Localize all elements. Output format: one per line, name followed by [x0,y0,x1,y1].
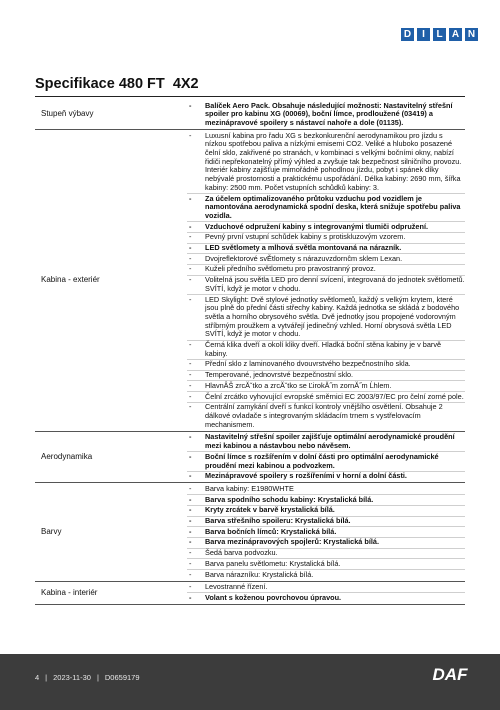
bullet-dash: - [189,391,192,401]
bullet-dash: - [189,193,192,203]
section-label: Stupeň výbavy [35,100,183,130]
spec-list-item [187,392,465,403]
spec-item-text: Barva spodního schodu kabiny: Krystalická bílá. [205,494,374,504]
spec-item-text: Centrální zamykání dveří s funkcí kontroly vnějšího osvětlení. Obsahuje 2 dálkové ovladače s integrovaným skládacím trnem s vystřelovacím mechanismem. [205,402,443,429]
spec-list-item [187,570,465,580]
spec-list-item [187,341,465,360]
spec-list-item [187,131,465,194]
bullet-dash: - [189,130,192,140]
spec-item-text: Barva nárazníku: Krystalická bílá. [205,569,314,579]
section-items [183,483,465,581]
bullet-dash: - [189,294,192,304]
spec-item-text: Dvojreflektorové svĚtlomety s nárazuvzdornĉm sklem Lexan. [205,253,403,263]
spec-item-text: LED světlomety a mlhová světla montovaná na nárazník. [205,243,402,253]
logo-letter-box: D [401,28,414,41]
spec-list-item [187,244,465,255]
section-label: Aerodynamika [35,431,183,483]
spec-item-text: Barva mezinápravových spojlerů: Krystalická bílá. [205,537,379,547]
spec-list-item [187,549,465,560]
footer-meta [35,673,140,682]
spec-item-text: Černá klika dveří a okolí kliky dveří. Hladká boční stěna kabiny je v barvě kabiny. [205,340,442,358]
bullet-dash: - [189,432,192,442]
section-items [183,431,465,483]
spec-list-item [187,452,465,471]
bullet-dash: - [189,359,192,369]
spec-item-text: Vzduchové odpružení kabiny s integrovanými tlumiči odpružení. [205,221,428,231]
spec-list-item [187,527,465,538]
footer-separator: | [45,673,48,682]
spec-item-text: Temperované, jednovrstvé bezpečnostní sklo. [205,370,354,380]
spec-item-text: Balíček Aero Pack. Obsahuje následující možnosti: Nastavitelný střešní spoiler pro kabinu XG (00069), boční límce, prodloužené (03419) a mezinápravové spoilery s nástavcí nahoře a dole (01135). [205,100,453,127]
spec-list-item [187,593,465,603]
spec-item-text: Nastavitelný střešní spoiler zajišťuje optimální aerodynamické proudění mezi kabinou a nástavbou nebo návěsem. [205,432,455,451]
spec-list-item [187,433,465,452]
spec-item-text: Barva bočních límců: Krystalická bílá. [205,526,337,536]
spec-list-item [187,371,465,382]
section-items [183,130,465,432]
item-list [187,433,465,482]
section-items [183,581,465,604]
spec-list-item [187,484,465,495]
bullet-dash: - [189,402,192,412]
bullet-dash: - [189,253,192,263]
spec-list-item [187,194,465,222]
spec-list-item [187,495,465,506]
spec-section-row [35,483,465,581]
spec-item-text: Volant s koženou povrchovou úpravou. [205,592,342,602]
spec-item-text: Pevný první vstupní schůdek kabiny s protiskluzovým vzorem. [205,232,406,242]
daf-logo [422,664,478,686]
bullet-dash: - [189,483,192,493]
spec-list-item [187,233,465,244]
bullet-dash: - [189,537,192,547]
spec-list-item [187,254,465,265]
bullet-dash: - [189,380,192,390]
spec-item-text: Přední sklo z laminovaného dvouvrstvého bezpečnostního skla. [205,359,411,369]
title-divider [35,96,465,97]
bullet-dash: - [189,569,192,579]
spec-list-item [187,559,465,570]
spec-list-item [187,583,465,594]
daf-logo-text: DAF [432,665,468,684]
bullet-dash: - [189,243,192,253]
spec-list-item [187,506,465,517]
section-label: Kabina - interiér [35,581,183,604]
section-label: Barvy [35,483,183,581]
spec-item-text: Levostranné řízení. [205,582,268,592]
spec-item-text: Kuželi předního světlometu pro pravostranný provoz. [205,264,376,274]
spec-section-row [35,581,465,604]
spec-table [35,100,465,605]
dilan-logo [401,28,478,41]
spec-section-row [35,431,465,483]
spec-item-text: Mezinápravové spoilery s rozšířeními v horní a dolní části. [205,471,407,481]
bullet-dash: - [189,340,192,350]
logo-letter-box: I [417,28,430,41]
spec-list-item [187,276,465,295]
spec-list-item [187,381,465,392]
spec-section-row [35,100,465,130]
bullet-dash: - [189,232,192,242]
document-date: 2023-11-30 [53,673,91,682]
spec-list-item [187,295,465,341]
spec-list-item [187,517,465,528]
bullet-dash: - [189,582,192,592]
spec-item-text: Kryty zrcátek v barvě krystalická bílá. [205,505,335,515]
page-title: Specifikace 480 FT 4X2 [35,76,199,92]
bullet-dash: - [189,592,192,602]
footer-separator: | [96,673,99,682]
spec-list-item [187,403,465,430]
spec-list-item [187,101,465,128]
spec-item-text: Barva kabiny: E1980WHTE [205,483,294,493]
bullet-dash: - [189,505,192,515]
bullet-dash: - [189,100,192,110]
bullet-dash: - [189,370,192,380]
page-number: 4 [35,673,40,682]
document-id: D0659179 [104,673,140,682]
spec-item-text: Boční límce s rozšířením v dolní části pro optimální aerodynamické proudění mezi kabinou a podvozkem. [205,451,439,470]
spec-list-item [187,222,465,233]
bullet-dash: - [189,526,192,536]
logo-letter-box: N [465,28,478,41]
bullet-dash: - [189,558,192,568]
spec-list-item [187,538,465,549]
bullet-dash: - [189,275,192,285]
bullet-dash: - [189,451,192,461]
spec-item-text: HlavnÂŠ zrcĂ˘tko a zrcĂ˘tko se ĽirokĂ˝m zornĂ˝m Ĺhlem. [205,380,392,390]
spec-item-text: LED Skylight: Dvě stylové jednotky světlometů, každý s velkým krytem, které jsou plně do přední části střechy kabiny. Každá jednotka se skládá z bodového světla a horního obrysového světla. Dvě jednotky jsou propojené vodorovným stříbrným proužkem a vytvářejí jedinečný vzhled. Horní obrysová světla LED SVÍTÍ, když je motor v chodu. [205,294,460,339]
spec-item-text: Barva střešního spoileru: Krystalická bílá. [205,516,351,526]
spec-list-item [187,265,465,276]
footer-bar [0,654,500,710]
item-list [187,131,465,430]
bullet-dash: - [189,471,192,481]
logo-letter-box: L [433,28,446,41]
item-list [187,101,465,128]
spec-item-text: Šedá barva podvozku. [205,548,278,558]
spec-list-item [187,360,465,371]
spec-list-item [187,472,465,482]
section-items [183,100,465,130]
section-label: Kabina - exteriér [35,130,183,432]
bullet-dash: - [189,221,192,231]
bullet-dash: - [189,548,192,558]
bullet-dash: - [189,516,192,526]
spec-item-text: Čelní zrcátko vyhovující evropské směrnici EC 2003/97/EC pro čelní zorné pole. [205,391,464,401]
item-list [187,583,465,603]
spec-item-text: Za účelem optimalizovaného průtoku vzduchu pod vozidlem je namontována aerodynamická spodní deska, která snižuje spotřebu paliva vozidla. [205,193,461,220]
spec-item-text: Barva panelu světlometu: Krystalická bílá. [205,558,341,568]
spec-item-text: Luxusní kabina pro řadu XG s bezkonkurenční aerodynamikou pro jízdu s nízkou spotřebou paliva a nízkými emisemi CO2. Veliké a hluboko posazené čelní sklo, zakřivené po stranách, v kombinaci s velkými bočními okny, nabízí řidiči nepřekonatelný přímý výhled a zvyšuje tak bezpečnost silničního provozu. Interiér kabiny zajišťuje mimořádně pohodlnou jízdu, pobyt i spánek díky nebývalé prostornosti a praktickému uspořádání. Délka kabiny: 2690 mm, šířka kabiny: 2500 mm. Počet vstupních schůdků kabiny: 3. [205,130,462,192]
bullet-dash: - [189,494,192,504]
bullet-dash: - [189,264,192,274]
spec-section-row [35,130,465,432]
item-list [187,484,465,579]
logo-letter-box: A [449,28,462,41]
spec-item-text: Volitelná jsou světla LED pro denní svícení, integrovaná do jednotek světlometů. SVÍTÍ, když je motor v chodu. [205,275,465,293]
